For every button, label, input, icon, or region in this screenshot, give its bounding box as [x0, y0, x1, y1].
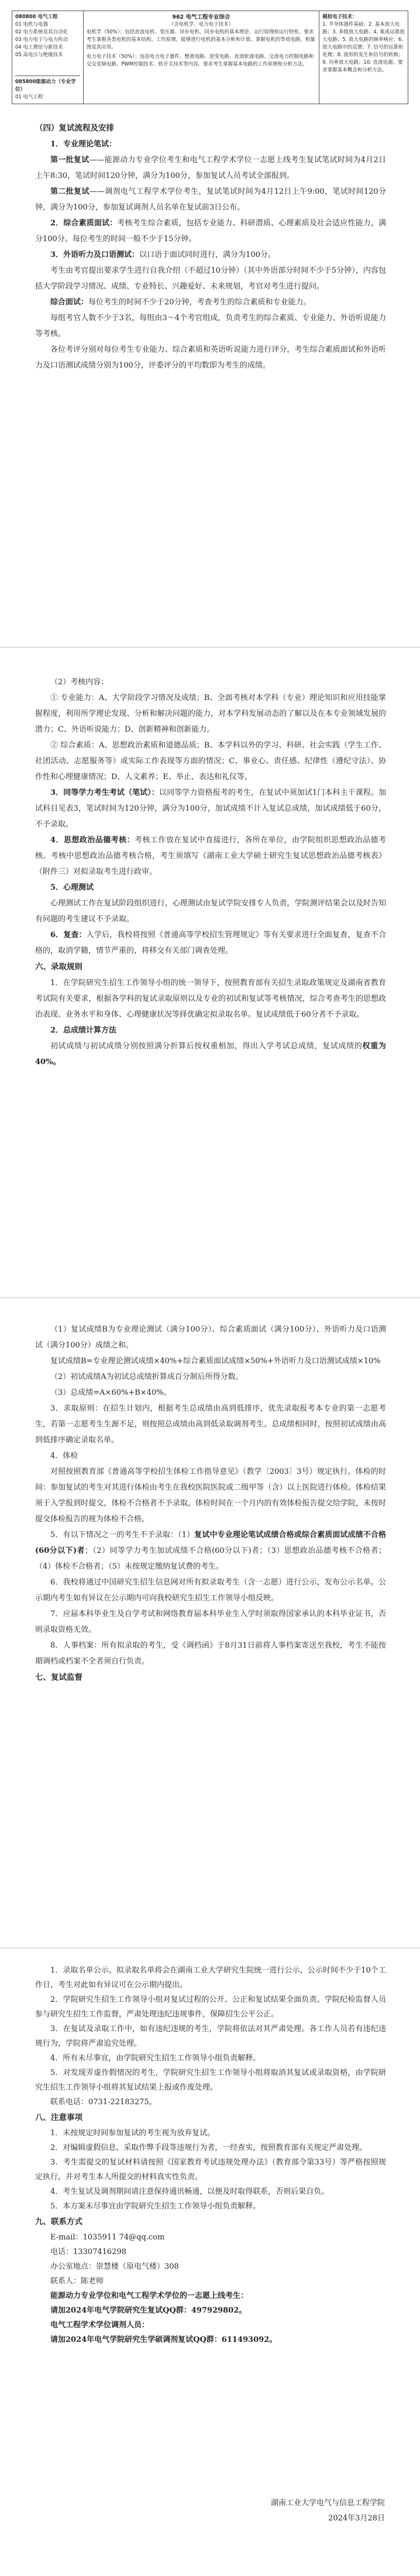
paragraph: 5．心理测试 — [50, 883, 94, 892]
section-4 — [35, 120, 386, 373]
exam-title: 962 电气工程专业综合 — [172, 14, 230, 20]
page-4 — [0, 1949, 420, 2576]
paragraph: 各位考评分别对每位考生专业能力、综合素质和英语听说能力进行评分，考生综合素质面试和外语听力及口语测试成绩分别为100分，评委评分的平均数即为考生的成绩。 — [35, 345, 386, 370]
extra-cell — [319, 11, 408, 104]
paragraph: 考生由考官提出要求学生进行自我介绍（不超过10分钟）（其中外语部分时间不少于5分钟），内容包括大学阶段学习情况、成绩、专业特长、兴趣爱好、未来规划，考官对考生进行提问。 — [35, 266, 386, 291]
major-line: 01 电气工程 — [15, 94, 43, 100]
majors-cell — [12, 11, 84, 104]
exam-text: 电力电子技术（50%）：包括电力电子器件、整流电路、逆变电路、直流斩波电路、交流电力控制电路和交交变频电路、PWM控制技术、软开关技术等内容。要求考生掌握基本电路的工作原理和分析方法。 — [86, 54, 314, 67]
page-4-content — [35, 1963, 386, 2347]
paragraph: （1）复试成绩B为专业理论测试（满分100分）、综合素质面试（满分100分）、外语听力及口语测试（满分100分）成绩之和。 — [35, 1325, 386, 1350]
paragraph: 6．复查：入学后，我校将按照《普通高等学校招生管理规定》等有关要求进行全面复查，复查不合格的，取消学籍，情节严重的，将移交有关部门调查处理。 — [35, 931, 386, 955]
paragraph: 2．总成绩计算方法 — [50, 1026, 117, 1035]
section-heading: （四）复试流程及安排 — [35, 124, 114, 133]
major-line: 05 高电压与绝缘技术 — [15, 52, 63, 58]
qq-group-number: 请加2024年电气学院研究生复试QQ群：497929802。 — [50, 2306, 247, 2315]
paragraph: 2．综合素质面试：考核考生综合素质，包括专业能力、科研潜质、心理素质及社会适应性能力，满分100分。每位考生的时间一般不少于15分钟。 — [35, 219, 386, 243]
paragraph: 第二批复试——调剂电气工程学术学位考生，复试笔试时间为4月12日上午9:00，笔试时间120分钟，满分为100分，参加复试调剂人员名单在复试前3日公布。 — [35, 187, 386, 212]
major-line: 080800 电气工程 — [15, 14, 58, 20]
paragraph: 8．人事档案：所有拟录取的考生，受《调档函》于8月31日前将人事档案寄送至我校，考生不能按期调档或档案不全者须自行负责。 — [35, 1641, 386, 1666]
major-line: 02 电力系统及其自动化 — [15, 29, 68, 35]
paragraph: 1．未按规定时间参加复试的考生视为放弃复试。 — [50, 2129, 215, 2138]
section-heading: 六、录取规则 — [35, 962, 82, 972]
section-heading: 八、注意事项 — [35, 2113, 82, 2122]
major-line: 03 电力电子与电力传动 — [15, 37, 68, 43]
extra-title: 模拟电子技术： — [322, 14, 357, 20]
exam-cell — [83, 11, 319, 104]
paragraph: 7．应届本科毕业生及自学考试和网络教育届本科毕业生入学时须取得国家承认的本科毕业证书，否则录取资格无效。 — [35, 1610, 386, 1634]
paragraph: 4．体检 — [50, 1452, 78, 1460]
program-table — [12, 11, 408, 104]
page-1 — [0, 0, 420, 647]
signature-org: 湖南工业大学电气与信息工程学院 — [270, 2499, 385, 2508]
major-line: 085800能源动力（专业学位） — [15, 76, 80, 94]
paragraph: 3．同等学力考生考试（笔试）：以同等学力资格报考的考生，在复试中须加试1门本科主干课程。加试科目见表3，笔试时间为120分钟，满分为100分，加试成绩不计入复试总成绩，加试成绩低于60分，不予录取。 — [35, 788, 386, 829]
paragraph: 5．本方案未尽事宜由学院研究生招生工作领导小组负责解释。 — [50, 2202, 261, 2211]
paragraph: 复试成绩B=专业理论测试成绩×40%+综合素质面试成绩×50%+外语听力及口语测试成绩×10% — [50, 1357, 381, 1366]
major-line: 04 电工理论与新技术 — [15, 44, 63, 50]
paragraph: 6．我校将通过中国研究生招生信息网对所有拟录取考生（含一志愿）进行公示，发布公示名单。公示期内考生如有异议在公示期内可向我校研究生招生工作领导小组反映。 — [35, 1578, 386, 1603]
paragraph: （2）考核内容： — [50, 678, 109, 687]
paragraph: 2．学院研究生招生工作领导小组对复试过程的公开、公正和复试结果全面负责。学院纪检监督人员参与研究生招生工作监督，严肃处理违纪违规事件，保障招生公平公正。 — [35, 1995, 386, 2019]
contact-email[interactable]: E-mail：1035911 74@qq.com — [50, 2233, 165, 2242]
paragraph: 3．考生需提交的复试材料请按照《国家教育考试违规处理办法》（教育部令第33号）等严格按照规定执行，并对考生本人所提交的材料真实性负责。 — [35, 2158, 386, 2181]
paragraph: 3．在复试及录取工作中，如有违纪违规的考生，学院将依法对其严肃处理。各工作人员若有违纪违规行为，学院将严肃追究处理。 — [35, 2025, 386, 2048]
page-3 — [0, 1298, 420, 1947]
paragraph: 3．外语听力及口语测试：以口语于面试同时进行，满分为100分。 — [50, 251, 276, 259]
qq-group-number: 请加2024年电气学院研究生学硕调剂复试QQ群：611493092。 — [50, 2335, 277, 2344]
page-2 — [0, 648, 420, 1297]
paragraph: （3）总成绩=A×60%+B×40%。 — [50, 1388, 171, 1397]
paragraph: 4．思想政治品德考核：考核工作放在复试中直接进行，各所在单位，由学院组织思想政治品德考核。考核中思想政治品德考核合格，考生须填写《湖南工业大学硕士研究生复试思想政治品德考核表》（附件三）对拟录取考生进行政审。 — [35, 836, 386, 876]
qq-group-label: 能源动力专业学位和电气工程学术学位的一志愿上线考生： — [50, 2292, 249, 2300]
paragraph: 5．对发现弄虚作假情况的考生，学院研究生招生工作领导小组将取消其复试或录取资格，由学院研究生招生工作领导小组将其复试结果上报或作废处理。 — [35, 2069, 386, 2092]
paragraph: 联系电话：0731-22183275。 — [50, 2098, 157, 2107]
paragraph: 每组考官人数不少于3名，每组由3～4个考官组成，负责考生的综合素质、专业能力、外语听说能力等考核。 — [35, 314, 386, 338]
paragraph: 心理测试工作在复试阶段组织进行，心理测试由复试学院安排专人负责，学院测评结果会以及时告知有问题的考生建议不予录取。 — [35, 899, 386, 924]
exam-note: （含电机学、电力电子技术） — [168, 22, 234, 28]
paragraph: 5．有以下情况之一的考生不予录取：（1）复试中专业理论笔试成绩合格或综合素质面试成绩不合格(60分以下)者；（2）同等学力考生加试成绩不合格(60分以下)者；（3）思想政治品德考核不合格者；（4）体检不合格者；（5）未按规定缴纳复试费的考生。 — [35, 1531, 386, 1571]
paragraph: 初试成绩与初试成绩分别按照满分折算后按权重相加，得出入学考试总成绩，复试成绩的权重为40%。 — [35, 1042, 386, 1066]
paragraph: 1．录取名单公示。拟录取名单将会在湖南工业大学研究生院统一进行公示，公示时间不少于10个工作日，考生对此如有异议可在公示期内提出。 — [35, 1966, 386, 1990]
section-heading: 九、联系方式 — [35, 2217, 82, 2227]
signature-date: 2024年3月28日 — [328, 2514, 385, 2523]
qq-group-label: 电气工程学术学位调剂人员： — [50, 2321, 150, 2330]
section-heading: 七、复试监督 — [35, 1673, 82, 1682]
contact-person: 联系人：陈老师 — [50, 2277, 104, 2286]
paragraph: 4．考生复试及调剂期间请注意保持通讯畅通，以便及时取得联系，否则后果自负。 — [50, 2187, 329, 2196]
contact-phone: 电话：13307416298 — [50, 2248, 126, 2256]
exam-text: 电机学（50%）：包括直流电机、变压器、异步电机、同步电机的基本理论、运行原理和运行特性。要求考生掌握各类电机的基本结构、工作原理，能够进行电机的基本分析和计算，掌握电机的等效电路、相量图及其应用。 — [86, 29, 315, 50]
paragraph: 2．对编辑虚假信息、采取作弊手段等违规行为者，一经查实，按照教育部有关规定严肃处理。 — [50, 2143, 367, 2152]
paragraph: （2）初试成绩A为初试总成绩折算成百分制后所得分数。 — [50, 1373, 243, 1381]
paragraph: 3．求取原则：在招生计划内，根据考生总成绩由高到低排序，优先录取报考本专业的第一志愿考生，若第一志愿考生生源不足，则按照总成绩由高到低录取调剂考生。总成绩相同时，按照初试成绩由高到低排序确定录取名单。 — [35, 1404, 386, 1445]
paragraph: ① 专业能力：A、大学阶段学习情况及成绩；B、全面考核对本学科（专业）理论知识和应用技能掌握程度，利用所学理论发现、分析和解决问题的能力，对本学科发展动态的了解以及在本专业领域发展的潜力；C、外语听说能力；D、创新精神和创新能力。 — [35, 694, 386, 734]
paragraph: 综合面试：每位考生的时间不少于20分钟，考查考生的综合素质和专业能力。 — [50, 298, 311, 307]
paragraph: 4．所有未尽事宜，由学院研究生招生工作领导小组负责解释。 — [50, 2054, 261, 2063]
major-line: 01 电机与电器 — [15, 22, 49, 28]
paragraph: ② 综合素质：A、思想政治素质和道德品质；B、本学科以外的学习、科研、社会实践（学生工作、社团活动、志愿服务等）或实际工作表现等方面的情况；C、事业心、责任感、纪律性（遵纪守法）、协作性和心理健康情况；D、人文素养；E、举止、表达和礼仪等。 — [35, 741, 386, 781]
page-3-content — [35, 1322, 386, 1686]
extra-text: 1. 半导体器件基础；2. 基本放大电路；3. 多级放大电路；4. 集成运算放大电路；5. 放大电路的频率响应；6. 放大电路中的反馈；7. 信号的运算和处理；8. 波形的发生和信号的转换；9. 功率放大电路；10. 直流电源。要求掌握基本概念和分析方法。 — [322, 22, 405, 73]
contact-office: 办公室地点：崇慧楼（原电气楼）308 — [50, 2262, 179, 2271]
page-2-content — [35, 674, 386, 1070]
paragraph: 第一批复试——能源动力专业学位考生和电气工程学术学位一志愿上线考生复试笔试时间为4月2日上午8:30，笔试时间120分钟，满分为100分，参加复试人员考试全部报到。 — [35, 156, 386, 180]
paragraph: 1．专业理论笔试： — [50, 140, 117, 149]
paragraph: 对照按照教育部《普通高等学校招生体检工作指导意见》（教学〔2003〕3号）规定执行。体检的时间：参加复试的考生对其进行体检由考生在我校医院医院或二级甲等（含）以上医院进行体检。体检结果须于入学报到时提交，体检不合格者不予录取。体检时间在一个月内的有效体检报告提交给学院，未按时提交体检报告的视为体检不合格。 — [35, 1467, 386, 1524]
signature-block — [271, 2496, 385, 2526]
paragraph: 1．在学院研究生招生工作领导小组的统一领导下，按照教育部有关招生录取政策规定及湖南省教育考试院有关要求，根据各学科的复试录取原则以及专业的初试和复试等考核情况，综合考查考生的思想政治表现、业务水平和身体、心理健康状况等择优确定拟录取名单。复试成绩低于60分者不予录取。 — [35, 979, 386, 1019]
